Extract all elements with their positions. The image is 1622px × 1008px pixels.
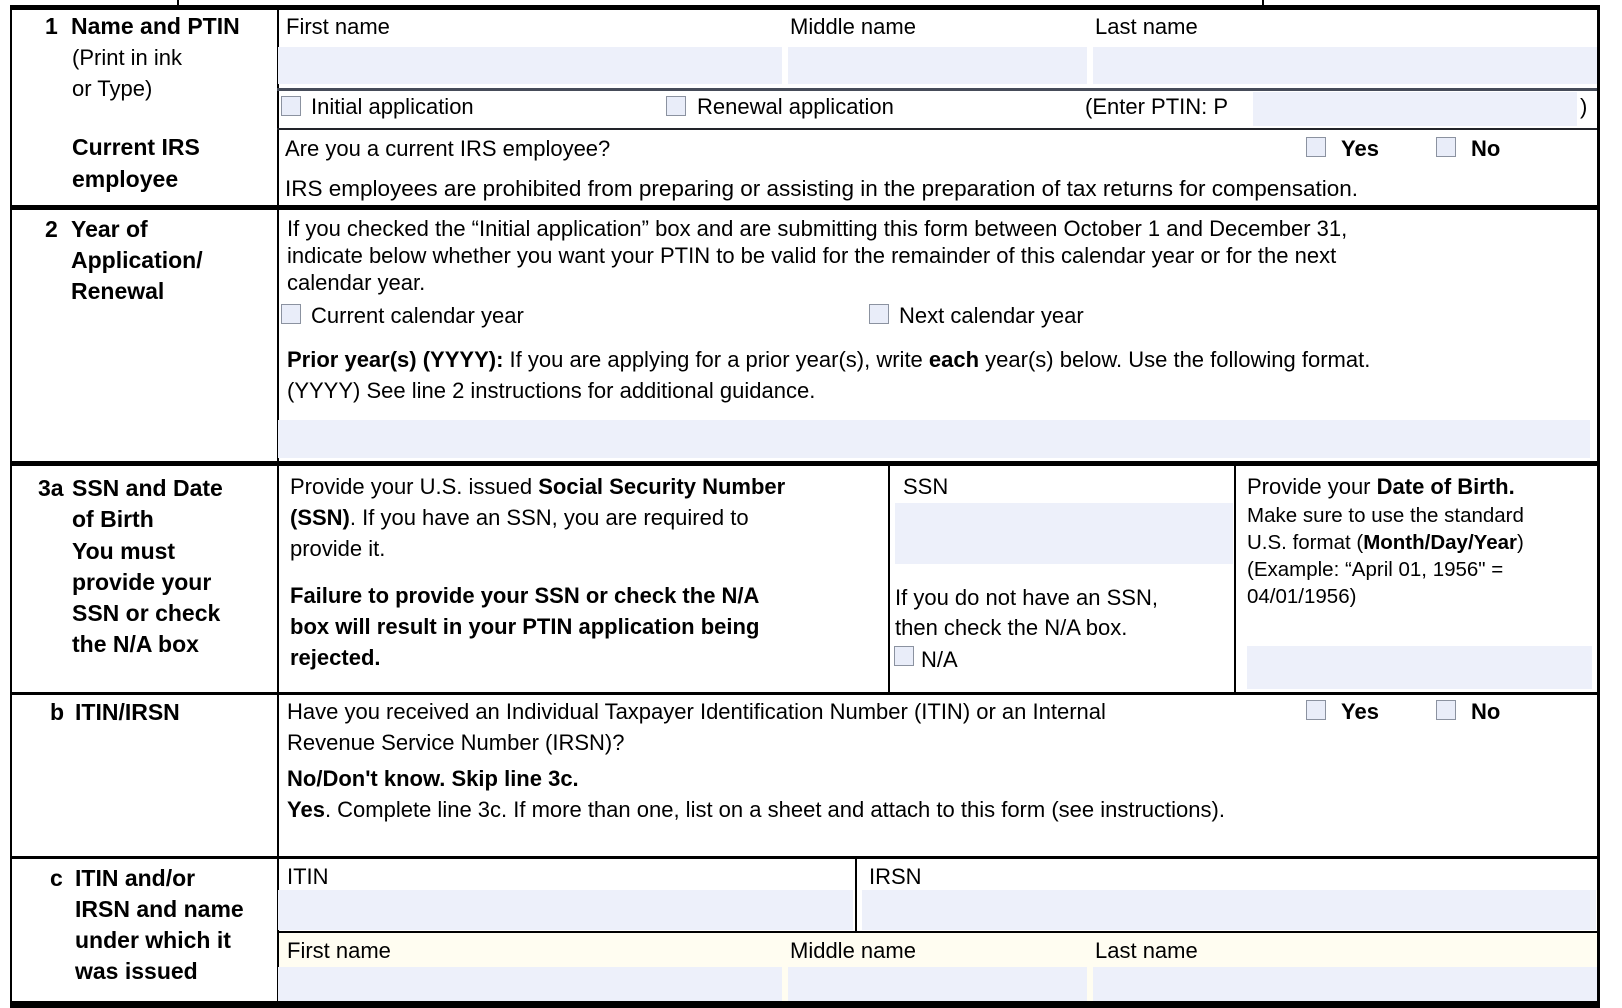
itin-yes-note <box>287 797 1225 822</box>
top-tick-right <box>1262 0 1264 5</box>
ssn-intro-l2 <box>290 505 749 530</box>
current-irs-employee-label1: Current IRS <box>72 134 200 160</box>
dob-l3 <box>1247 531 1524 555</box>
rowc-last-name-input[interactable] <box>1093 967 1597 1001</box>
renewal-application-label: Renewal application <box>697 94 894 119</box>
no-ssn-l1: If you do not have an SSN, <box>895 585 1158 610</box>
line2-number: 2 <box>45 216 58 242</box>
ssn-failure-l1: Failure to provide your SSN or check the N/A <box>290 583 760 608</box>
line2-paragraph-l1: If you checked the “Initial application” box and are submitting this form between October 1 and December 31, <box>287 216 1348 241</box>
dob-l3-text1: U.S. format ( <box>1247 531 1364 554</box>
section2-bottom-divider <box>10 461 1600 466</box>
current-irs-employee-label2: employee <box>72 166 179 192</box>
initial-application-checkbox[interactable] <box>281 96 301 116</box>
no-ssn-l2: then check the N/A box. <box>895 615 1128 640</box>
itin-no-checkbox[interactable] <box>1436 700 1456 720</box>
ssn-label: SSN <box>903 474 949 499</box>
rowc-first-name-input[interactable] <box>278 967 782 1001</box>
ssn-intro-l3: provide it. <box>290 536 386 561</box>
line1-label-sub1: (Print in ink <box>72 45 183 70</box>
line1-label-sub2: or Type) <box>72 76 153 101</box>
irsn-input[interactable] <box>862 890 1596 930</box>
linec-label-l3: under which it <box>75 927 231 953</box>
middle-name-label: Middle name <box>790 14 916 39</box>
next-calendar-year-checkbox[interactable] <box>869 304 889 324</box>
prior-years-line1 <box>287 347 1370 372</box>
dob-cell-left-divider <box>1234 465 1236 693</box>
current-calendar-year-checkbox[interactable] <box>281 304 301 324</box>
ssn-intro-l1-bold: Social Security Number <box>538 474 786 499</box>
ssn-failure-l2: box will result in your PTIN application being <box>290 614 760 639</box>
ptin-input[interactable] <box>1253 92 1577 126</box>
line2-paragraph-l2: indicate below whether you want your PTIN to be valid for the remainder of this calendar year or for the next <box>287 243 1337 268</box>
rowc-first-name-label: First name <box>287 938 391 963</box>
section1-bottom-divider <box>10 205 1600 210</box>
itin-no-label: No <box>1471 699 1501 724</box>
top-border <box>10 5 1600 10</box>
line3a-label-l1: SSN and Date <box>72 475 223 501</box>
top-tick-left <box>177 0 179 5</box>
dob-l4: (Example: “April 01, 1956" = <box>1247 558 1504 581</box>
dob-l1-text: Provide your <box>1247 474 1377 499</box>
line1-label: Name and PTIN <box>71 13 240 39</box>
first-name-label: First name <box>286 14 390 39</box>
line3a-label-l2: of Birth <box>72 506 154 532</box>
enter-ptin-label: (Enter PTIN: P <box>1085 94 1229 119</box>
rowb-bottom-divider <box>10 856 1600 859</box>
dob-input[interactable] <box>1247 646 1592 689</box>
itin-question-l2: Revenue Service Number (IRSN)? <box>287 730 625 755</box>
last-name-label: Last name <box>1095 14 1198 39</box>
dob-l1-bold: Date of Birth. <box>1376 474 1515 499</box>
lineb-label: ITIN/IRSN <box>75 699 180 725</box>
itin-label: ITIN <box>287 864 329 889</box>
itin-yes-note-text: . Complete line 3c. If more than one, list on a sheet and attach to this form (see instructions). <box>324 797 1225 822</box>
irs-employee-note: IRS employees are prohibited from preparing or assisting in the preparation of tax returns for compensation. <box>285 176 1359 201</box>
line1-number: 1 <box>45 13 58 39</box>
ssn-intro-l1 <box>290 474 785 499</box>
irs-employee-yes-checkbox[interactable] <box>1306 137 1326 157</box>
bottom-border <box>10 1001 1600 1008</box>
divider-under-name-fields <box>277 88 1597 91</box>
last-name-input[interactable] <box>1093 47 1597 84</box>
itin-input[interactable] <box>278 890 853 930</box>
dob-l2: Make sure to use the standard <box>1247 504 1524 527</box>
middle-name-input[interactable] <box>788 47 1087 84</box>
line3a-number: 3a <box>38 475 64 501</box>
rowc-last-name-label: Last name <box>1095 938 1198 963</box>
line3a-label-l4: provide your <box>72 569 212 595</box>
line3a-label-l6: the N/A box <box>72 631 199 657</box>
next-calendar-year-label: Next calendar year <box>899 303 1084 328</box>
dob-l3-text2: ) <box>1516 531 1524 554</box>
ssn-intro-l2-text: . If you have an SSN, you are required to <box>349 505 749 530</box>
ssn-na-checkbox[interactable] <box>894 646 914 666</box>
ssn-cell-left-divider <box>888 465 890 693</box>
itin-irsn-divider <box>855 859 857 931</box>
itin-question-l1: Have you received an Individual Taxpayer Identification Number (ITIN) or an Internal <box>287 699 1106 724</box>
lineb-number: b <box>50 699 65 725</box>
linec-number: c <box>50 865 63 891</box>
line3a-label-l5: SSN or check <box>72 600 221 626</box>
itin-yes-checkbox[interactable] <box>1306 700 1326 720</box>
line2-label3: Renewal <box>71 278 165 304</box>
prior-years-bold2: each <box>928 347 980 372</box>
line2-label2: Application/ <box>71 247 203 273</box>
ptin-paren-close: ) <box>1580 94 1588 119</box>
ssn-failure-l3: rejected. <box>290 645 381 670</box>
line2-paragraph-l3: calendar year. <box>287 270 426 295</box>
rowc-middle-name-input[interactable] <box>788 967 1087 1001</box>
ssn-intro-l1-text: Provide your U.S. issued <box>290 474 539 499</box>
prior-years-bold1: Prior year(s) (YYYY): <box>287 347 504 372</box>
dob-l3-bold: Month/Day/Year <box>1363 531 1517 554</box>
dob-l1 <box>1247 474 1515 499</box>
linec-label-l4: was issued <box>75 958 198 984</box>
linec-label-l2: IRSN and name <box>75 896 244 922</box>
prior-years-text2: year(s) below. Use the following format. <box>979 347 1371 372</box>
irs-employee-no-checkbox[interactable] <box>1436 137 1456 157</box>
ssn-intro-l2-bold: (SSN) <box>290 505 350 530</box>
ssn-input[interactable] <box>895 503 1233 564</box>
linec-label-l1: ITIN and/or <box>75 865 196 891</box>
row3a-bottom-divider <box>10 692 1600 695</box>
rowc-middle-name-label: Middle name <box>790 938 916 963</box>
irs-employee-yes-label: Yes <box>1341 136 1379 161</box>
current-calendar-year-label: Current calendar year <box>311 303 524 328</box>
initial-application-label: Initial application <box>311 94 474 119</box>
line3a-label-l3: You must <box>72 538 176 564</box>
first-name-input[interactable] <box>278 47 782 84</box>
divider-under-checkbox-row <box>277 128 1597 130</box>
irs-employee-no-label: No <box>1471 136 1501 161</box>
prior-years-text1: If you are applying for a prior year(s), write <box>503 347 929 372</box>
prior-years-line2: (YYYY) See line 2 instructions for additional guidance. <box>287 378 816 403</box>
itin-yes-label: Yes <box>1341 699 1379 724</box>
itin-yes-note-bold: Yes <box>287 797 325 822</box>
ssn-na-label: N/A <box>921 647 958 672</box>
line2-label1: Year of <box>71 216 148 242</box>
renewal-application-checkbox[interactable] <box>666 96 686 116</box>
irs-employee-question: Are you a current IRS employee? <box>285 136 611 161</box>
irsn-label: IRSN <box>869 864 922 889</box>
itin-no-skip-note: No/Don't know. Skip line 3c. <box>287 766 579 791</box>
dob-l5: 04/01/1956) <box>1247 585 1357 608</box>
prior-years-input[interactable] <box>278 420 1590 458</box>
